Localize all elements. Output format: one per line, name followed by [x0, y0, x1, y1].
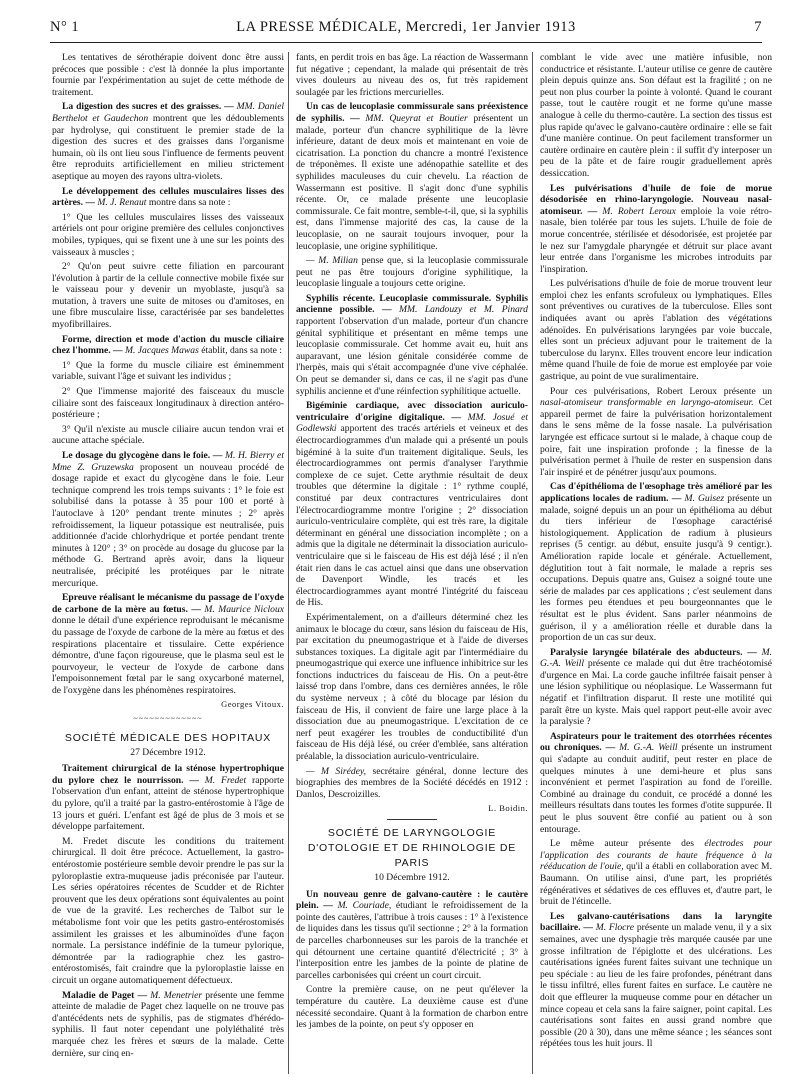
paragraph — [540, 838, 772, 908]
article-body: emploie la voie rétro-nasale, bien tolérée par tous les sujets. L'huile de foie de morue concentrée, stérilisée et désodorisée, est projetée par le nez sur l'amygdale pharyngée et détruit sur place avant leur entrée dans l'organisme les microbes introduits par l'inspiration. — [540, 205, 772, 275]
article — [540, 183, 772, 276]
article — [540, 481, 772, 643]
running-header — [50, 19, 762, 41]
article-body: établit, dans sa note : — [201, 345, 282, 357]
page-number: 7 — [754, 19, 762, 35]
article-title: Un nouveau genre de galvano-cautère : le cautère plein. — — [296, 888, 528, 912]
article — [296, 293, 528, 397]
article-authors: M. H. Bierry et Mme Z. Gruzewska — [52, 450, 284, 473]
article-title: Bigéminie cardiaque, avec dissociation auriculo-ventriculaire d'origine digitalique. — — [296, 400, 528, 423]
article-authors: M. Robert Leroux — [602, 205, 676, 217]
article — [296, 400, 528, 609]
article-body: présente un malade venu, il y a six semaines, avec une dysphagie très marquée causée par une grosse infiltration de l'épiglotte et des ulcérations. Les cautérisations ignées furent faites suivant une technique un peu spéciale : au lieu de les faire profondes, pénétrant dans le tissu infiltré, elles furent faites en surface. Le cautère ne doit que effleurer la muqueuse comme pour en détacher un mince copeau et cela sans la faire saigner, point capital. Les cautérisations sont faites en aussi grand nombre que possible (20 à 30), dans une même séance ; les séances sont répétées tous les huit jours. Il — [540, 922, 772, 1050]
article-authors: M. Flocre — [595, 922, 635, 934]
article — [52, 592, 284, 696]
paragraph: Expérimentalement, on a d'ailleurs déterminé chez les animaux le blocage du cœur, sans lésion du faisceau de His, par excitation du pneumogastrique et à l'aide de diverses substances toxiques. La digitale agit par l'intermédiaire du pneumogastrique qui exerce une influence inhibitrice sur les fonctions inductrices du faisceau de His. On a peut-être laissé trop dans l'ombre, dans ces dernières années, le rôle du système nerveux ; à côté du blocage par lésion du faisceau de His, il convient de faire une large place à la dissociation due au pneumogastrique. L'excitation de ce nerf peut exagérer les troubles de conductibilité d'un faisceau de His déjà lésé, ou créer d'emblée, sans altération préalable, la dissociation auriculo-ventriculaire. — [296, 611, 528, 763]
paragraph: M. Fredet discute les conditions du traitement chirurgical. Il doit être précoce. Actuellement, la gastro-entérostomie postérieure semble devoir prendre le pas sur la pyloroplastie extra-muqueuse jadis préconisée par l'auteur. Les séries opératoires récentes de Scudder et de Richter prouvent que les deux opérations sont équivalentes au point de vue de la gravité. Les recherches de Talbot sur le métabolisme font voir que les petits gastro-entérostomisés assimilent les graisses et les albuminoïdes d'une façon normale. La persistance indéfinie de la tumeur pylorique, démontrée par la radiographie chez les gastro-entérostomisés, fait craindre que la pyloroplastie laisse en circuit un organe automatiquement défectueux. — [52, 835, 284, 986]
paragraph: Les pulvérisations d'huile de foie de morue trouvent leur emploi chez les enfants scrofuleux ou lymphatiques. Elles sont préventives ou curatives de la tuberculose. Elles sont indiquées avant ou après l'ablation des végétations adénoïdes. En pulvérisations laryngées par voie buccale, elles sont un précieux adjuvant pour le traitement de la tuberculose du larynx. Elles trouvent encore leur indication même quand l'huile de foie de morue est employée par voie gastrique, au point de vue suralimentaire. — [540, 278, 772, 383]
article — [540, 731, 772, 835]
article-body: pense que, si la leucoplasie commissurale peut ne pas être toujours d'origine syphilitique, la leucoplasie linguale a toujours cette origine. — [296, 255, 528, 290]
article — [296, 889, 528, 982]
paragraph: 1° Que les cellules musculaires lisses des vaisseaux artériels ont pour origine première des cellules conjonctives mobiles, typiques, qui se fixent une à une sur les points des vaisseaux à muscles ; — [52, 211, 284, 258]
column-2 — [296, 52, 528, 1076]
article-title: Forme, direction et mode d'action du muscle ciliaire chez l'homme. — — [52, 333, 284, 357]
paragraph: fants, en perdit trois en bas âge. La réaction de Wassermann fut négative ; cependant, la malade qui présentait de très vives douleurs au niveau des os, fut très rapidement soulagée par les frictions mercurielles. — [296, 52, 528, 98]
paragraph: Les tentatives de sérothérapie doivent donc être aussi précoces que possible : c'est là donnée la plus importante fournie par l'expérimentation au sujet de cette méthode de traitement. — [52, 52, 284, 98]
article-authors: M. Jacques Mawas — [125, 345, 199, 357]
article-authors: M. Menetrier — [150, 989, 203, 1001]
section-date: 10 Décembre 1912. — [374, 872, 450, 883]
article-body: rapportent l'observation d'un malade, porteur d'un chancre génital syphilitique et présentant en même temps une leucoplasie commissurale. Cet homme avait eu, huit ans auparavant, une lésion génitale considérée comme de l'herpès, mais qui s'était accompagnée d'une vive céphalée. On peut se demander si, dans ce cas, il ne s'agit pas d'une syphilis ancienne et d'une réinfection syphilitique actuelle. — [296, 316, 528, 397]
article-title: Epreuve réalisant le mécanisme du passage de l'oxyde de carbone de la mère au fœtus. — — [52, 592, 284, 615]
article-body: secrétaire général, donne lecture des biographies des membres de la Société décédés en 1912 : Danlos, Descroizilles. — [296, 765, 528, 800]
article-emphasis: électrodes pour l'application des courants de haute fréquence à la rééducation de l'ouïe, — [540, 838, 772, 873]
article-authors: M. G.-A. Weill — [540, 646, 772, 670]
column-separator — [288, 52, 289, 1074]
article-title: Le développement des cellules musculaires lisses des artères. — — [52, 185, 284, 209]
column-separator — [532, 52, 533, 1074]
article — [52, 990, 284, 1060]
article-authors: M. Couriade, — [337, 900, 392, 912]
paragraph — [296, 255, 528, 290]
section-title: SOCIÉTÉ DE LARYNGOLOGIE — [327, 827, 497, 839]
article-title: Cas d'épithélioma de l'œsophage très amélioré par les applications locales de radium. — — [540, 481, 772, 504]
article-body: Le même auteur présente des — [550, 838, 694, 850]
article-authors: MM. Landouzy et M. Pinard — [399, 304, 528, 316]
article — [52, 186, 284, 209]
article-title: Paralysie laryngée bilatérale des abducteurs. — — [550, 646, 757, 658]
article-body: présente ce malade qui dut être trachéotomisé d'urgence en Mai. La corde gauche infiltrée faisait penser à une lésion syphilitique ou néoplasique. Le Wassermann fut négatif et l'infiltration disparut. Il reste une motilité qui paraît être un kyste. Mais quel rapport peut-elle avoir avec la paralysie ? — [540, 658, 772, 728]
article-body: qu'il a établi en collaboration avec M. Baumann. On utilise ainsi, d'une part, les propriétés régénératives et sédatives de ces effluves et, d'autre part, le bruit de l'étincelle. — [540, 861, 772, 908]
article — [52, 450, 284, 589]
article — [52, 763, 284, 833]
article-body: présente un malade, soigné depuis un an pour un épithélioma au début du tiers inférieur de l'œsophage caractérisé histologiquement. Application de radium à plusieurs reprises (5 centigr. au début, ensuite jusqu'à 9 centigr.). Amélioration rapide locale et générale. Actuellement, déglutition tout à fait normale, le malade a repris ses occupations. Depuis quatre ans, Guisez a soigné toute une série de malades par ces applications ; c'est seulement dans les formes peu étendues et peu bourgeonnantes que le résultat est le plus évident. Sans parler néanmoins de guérison, il y a amélioration réelle et durable dans la proportion de un cas sur deux. — [540, 492, 772, 644]
article-title: Maladie de Paget — — [62, 989, 148, 1001]
section-date: 27 Décembre 1912. — [130, 746, 206, 758]
paragraph: Contre la première cause, on ne peut qu'élever la température du cautère. La deuxième cause est d'une nécessité secondaire. Quant à la formation de charbon entre les jambes de la pointe, on peut s'y opposer en — [296, 984, 528, 1031]
article-title: Traitement chirurgical de la sténose hypertrophique du pylore chez le nourrisson. — — [52, 763, 284, 786]
paragraph: 1° Que la forme du muscle ciliaire est éminemment variable, suivant l'âge et suivant les individus ; — [52, 359, 284, 383]
article-title: Les galvano-cautérisations dans la laryngite bacillaire. — — [540, 910, 772, 934]
column-1 — [52, 52, 284, 1076]
article-authors: M. J. Renaut — [97, 197, 147, 209]
article-title: Syphilis récente. Leucoplasie commissurale. Syphilis ancienne possible. — — [296, 292, 528, 316]
article-body: étudiant le refroidissement de la pointe des cautères, l'attribue à trois causes : 1° à l'existence de liquides dans les tissus qu'il sectionne ; 2° à la formation de parcelles charbonneuses sur les parois de la tranchée et qui détournent une certaine quantité d'électricité ; 3° à l'interposition entre les jambes de la pointe de platine de parcelles carbonisées qui créent un court circuit. — [296, 900, 528, 981]
article-authors: — M Sirédey, — [306, 765, 367, 777]
article-authors: M. Maurice Nicloux — [204, 603, 284, 615]
article-body: Pour ces pulvérisations, Robert Leroux présente un — [550, 385, 772, 397]
article-authors: M. Guisez — [684, 492, 725, 504]
article-authors: M. Fredet — [204, 774, 247, 786]
paragraph — [540, 386, 772, 479]
article-authors: MM. Josué et Godlewski — [296, 411, 528, 435]
article-body: montre dans sa note : — [148, 197, 231, 209]
paragraph: 2° Que l'immense majorité des faisceaux du muscle ciliaire sont des faisceaux longitudinaux à direction antéro-postérieure ; — [52, 386, 284, 421]
article-body: rapporte l'observation d'un enfant, atteint de sténose hypertrophique du pylore, qu'il a traité par la gastro-entérostomie à l'âge de 13 jours et guéri. L'enfant est âgé de plus de 3 mois et se développe parfaitement. — [52, 774, 284, 833]
article-body: présentent un malade, porteur d'un chancre syphilitique de la lèvre inférieure, datant de deux mois et maintenant en voie de cicatrisation. La ponction du chancre a montré l'existence de tréponèmes. Il existe une adénopathie satellite et des syphilides maculeuses du cuir chevelu. La réaction de Wassermann est positive. Il s'agit donc d'une syphilis récente. Or, ce malade présente une leucoplasie commissurale. Ce fait montre, semble-t-il, que, si la syphilis est, dans l'immense majorité des cas, la cause de la leucoplasie, on ne saurait toujours invoquer, pour la leucoplasie, une origine syphilitique. — [296, 112, 528, 252]
article — [296, 101, 528, 252]
signature: L. Boidin. — [488, 803, 528, 814]
article-title: Aspirateurs pour le traitement des otorrhées récentes ou chroniques. — — [540, 730, 772, 754]
article-body: proposent un nouveau procédé de dosage rapide et exact du glycogène dans le foie. Leur technique comprend les trois temps suivants : 1° le foie est solubilisé dans la potasse à 35 pour 100 et porté à l'autoclave à 120° pendant trente minutes ; 2° après refroidissement, la liqueur potassique est neutralisée, puis additionnée d'acide chlorhydrique et portée pendant trente minutes à 120° ; 3° on procède au dosage du glucose par la méthode G. Bertrand après avoir, dans la liqueur neutralisée, précipité les protéiques par le nitrate mercurique. — [52, 461, 284, 589]
article-body: Cet appareil permet de faire la pulvérisation horizontalement dans le sens même de la fosse nasale. La pulvérisation laryngée est efficace surtout si le malade, à chaque coup de poire, fait une inspiration profonde ; la finesse de la pulvérisation permet à l'huile de rester en suspension dans l'air inspiré et de pénétrer jusqu'aux poumons. — [540, 397, 772, 478]
article — [540, 647, 772, 728]
divider — [387, 819, 437, 820]
ornament-divider: ~~~~~~~~~~~~~ — [133, 714, 203, 724]
article-title: Les pulvérisations d'huile de foie de morue désodorisée en rhino-laryngologie. Nouveau nasal-atomiseur. — — [540, 182, 772, 217]
paragraph: comblant le vide avec une matière infusible, non conductrice et résistante. L'auteur utilise ce genre de cautère plein depuis quinze ans. Son défaut est la fragilité ; on ne peut non plus courber la pointe à volonté. Quand le courant passe, tout le cautère rougit et ne forme qu'une masse analogue à celle du thermo-cautère. La section des tissus est plus rapide qu'avec le galvano-cautère ordinaire : elle se fait d'une manière continue. On peut facilement transformer un cautère ordinaire en cautère plein : il suffit d'y interposer un peu de la pâte et de faire rougir graduellement après dessiccation. — [540, 52, 772, 179]
paragraph: 3° Qu'il n'existe au muscle ciliaire aucun tendon vrai et aucune attache spéciale. — [52, 423, 284, 447]
article-body: présente une femme atteinte de maladie de Paget chez laquelle on ne trouve pas d'antécédents nets de syphilis, pas de stigmates d'hérédo-syphilis. Il faut noter cependant une polyléthalité très marquée chez les frères et sœurs de la malade. Cette dernière, sur cinq en- — [52, 989, 284, 1059]
article-authors: — M. Milian — [306, 255, 358, 267]
article-title: La digestion des sucres et des graisses. — — [62, 101, 234, 113]
article — [540, 911, 772, 1050]
column-3 — [540, 52, 772, 1076]
header-rule — [50, 42, 762, 43]
article-authors: M. G.-A. Weill — [619, 742, 678, 754]
article-emphasis: nasal-atomiseur transformable en laryngo-atomiseur. — [540, 397, 754, 409]
journal-title: LA PRESSE MÉDICALE, Mercredi, 1er Janvier 1913 — [236, 19, 576, 35]
section-title: D'OTOLOGIE ET DE RHINOLOGIE DE PARIS — [307, 842, 517, 869]
article-body: apportent des tracés artériels et veineux et des électrocardiogrammes d'un malade qui a présenté un pouls bigéminé à la suite d'un traitement digitalique. Seuls, les électrocardiogrammes ont permis d'analyser l'arythmie complexe de ce sujet. Cette arythmie résultait de deux troubles que détermine la digitale : 1° rythme couplé, constitué par deux contractures ventriculaires dont l'électrocardiogramme montre l'origine ; 2° dissociation auriculo-ventriculaire complète, qui est très rare, la digitale déterminant en général une dissociation incomplète ; on a admis que la digitale ne déterminait la dissociation auriculo-ventriculaire que si le faisceau de His est déjà lésé ; il n'en était rien dans le cas actuel ainsi que dans une observation de Davenport Windle, les tracés et les électrocardiogrammes ayant montré l'intégrité du faisceau de His. — [296, 423, 528, 609]
article-title: Un cas de leucoplasie commissurale sans préexistence de syphilis. — — [296, 101, 528, 124]
article-authors: MM. Queyrat et Boutier — [365, 112, 468, 124]
article-body: donne le détail d'une expérience reproduisant le mécanisme du passage de l'oxyde de carbone de la mère au fœtus et des respirations placentaire et tissulaire. Cette expérience démontre, d'une façon rigoureuse, que le plasma seul est le pourvoyeur, le vecteur de l'oxyde de carbone dans l'empoisonnement fœtal par le sang oxycarboné maternel, de l'oxygène dans les phénomènes respiratoires. — [52, 615, 284, 696]
article-title: Le dosage du glycogène dans le foie. — — [62, 450, 223, 461]
paragraph — [296, 766, 528, 801]
article-body: présente un instrument qui s'adapte au conduit auditif, peut rester en place de quelques minutes à une demi-heure et plus sans inconvénient et permet l'aspiration au fond de l'oreille. Combiné au drainage du conduit, ce procédé a donné les meilleurs résultats dans toutes les formes d'otite suppurée. Il peut le plus souvent être confié au patient ou à son entourage. — [540, 742, 772, 835]
signature: Georges Vitoux. — [221, 699, 284, 710]
article — [52, 101, 284, 182]
paragraph: 2° Qu'on peut suivre cette filiation en parcourant l'évolution à partir de la cellule connective mobile fixée sur le vaisseau pour y devenir un myoblaste, jusqu'à sa mutation, à travers une suite de mitoses ou d'amitoses, en une fibre musculaire lisse, caractérisée par ses bandelettes myofibrillaires. — [52, 261, 284, 331]
article-body: montrent que les dédoublements par hydrolyse, qui constituent le premier stade de la digestion des sucres et des graisses dans l'organisme humain, où ils ont lieu sous l'influence de ferments peuvent être reproduits artificiellement en milieu strictement aseptique au moyen des rayons ultra-violets. — [52, 112, 284, 182]
issue-number: N° 1 — [50, 19, 80, 35]
section-title: SOCIÉTÉ MÉDICALE DES HOPITAUX — [64, 731, 272, 744]
article — [52, 334, 284, 357]
article-authors: MM. Daniel Berthelot et Gaudechon — [52, 101, 284, 124]
